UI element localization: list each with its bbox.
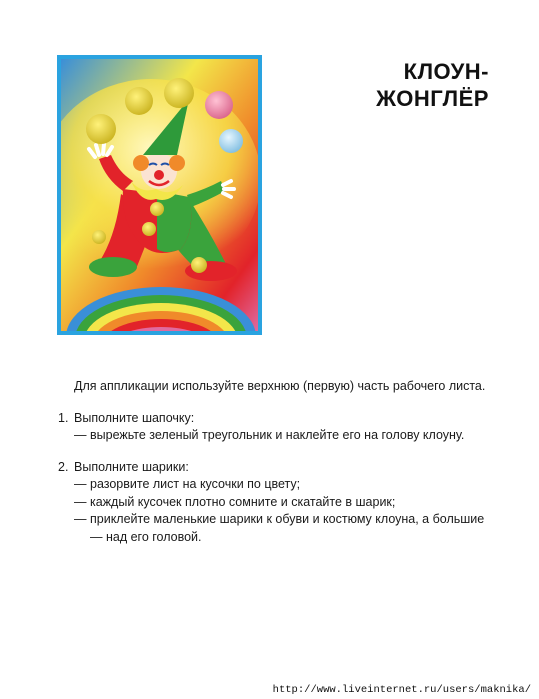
list-item-text: каждый кусочек плотно сомните и скатайте в шарик;: [90, 494, 396, 509]
step-1-items: [74, 427, 494, 445]
dash: —: [74, 494, 87, 509]
clown-illustration: [57, 55, 262, 335]
step-1-heading: [58, 410, 494, 428]
title-line-1: КЛОУН-: [403, 59, 489, 84]
list-item: [74, 494, 494, 512]
page-title: [376, 58, 489, 112]
dash: —: [74, 477, 87, 491]
list-item: [74, 476, 494, 494]
ball-pink: [205, 91, 233, 119]
dash: —: [74, 512, 87, 526]
step-2-title: Выполните шарики:: [74, 459, 189, 474]
list-item: [74, 427, 494, 445]
step-2: [58, 459, 494, 547]
title-line-2: ЖОНГЛЁР: [376, 86, 489, 111]
step-2-heading: [58, 459, 494, 477]
step-1-number: 1.: [58, 410, 69, 425]
dash: —: [74, 428, 87, 442]
step-1-title: Выполните шапочку:: [74, 410, 195, 425]
list-item-text: вырежьте зеленый треугольник и наклейте его на голову клоуну.: [90, 428, 465, 442]
intro-text: Для аппликации используйте верхнюю (первую) часть рабочего листа.: [74, 379, 486, 393]
ball-blue: [219, 129, 243, 153]
source-url: http://www.liveinternet.ru/users/maknika/: [272, 684, 531, 696]
list-item-text: приклейте маленькие шарики к обуви и костюму клоуна, а большие — над его головой.: [90, 512, 485, 544]
ball-yellow-1: [86, 114, 116, 144]
ball-yellow-2: [125, 87, 153, 115]
list-item-text: разорвите лист на кусочки по цвету;: [90, 477, 301, 491]
step-2-number: 2.: [58, 459, 69, 474]
clown-juggler-picture: [61, 59, 258, 331]
step-1: [58, 410, 494, 445]
list-item: [74, 511, 494, 546]
step-2-items: [74, 476, 494, 546]
instructions: [58, 378, 494, 560]
ball-yellow-3: [164, 78, 194, 108]
